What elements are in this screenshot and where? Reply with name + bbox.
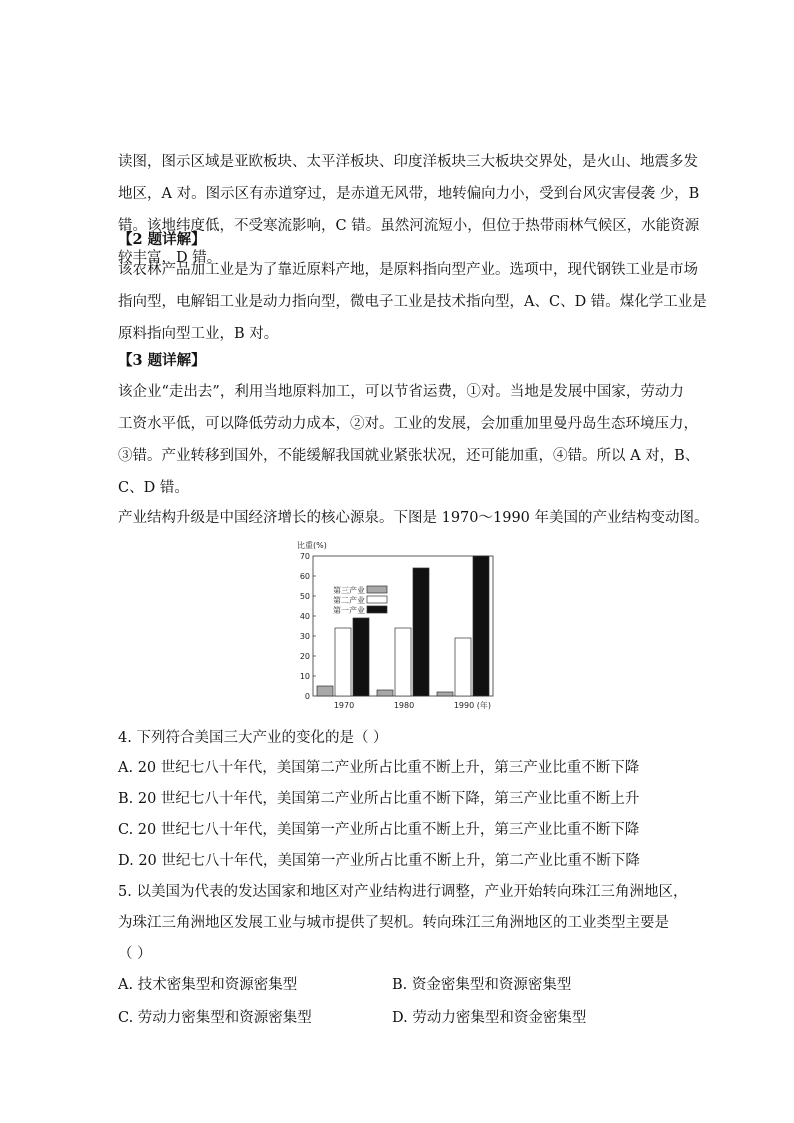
legend-label: 第二产业 bbox=[333, 596, 365, 605]
bar bbox=[413, 568, 429, 696]
q5-stem-line: 5. 以美国为代表的发达国家和地区对产业结构进行调整，产业开始转向珠江三角洲地区， bbox=[118, 884, 688, 900]
text-line: C、D 错。 bbox=[118, 480, 189, 496]
legend-swatch bbox=[367, 586, 387, 593]
q5-option-a: A. 技术密集型和资源密集型 bbox=[118, 977, 298, 993]
y-tick-label: 30 bbox=[299, 632, 310, 641]
legend-label: 第一产业 bbox=[333, 606, 365, 615]
industry-structure-chart bbox=[293, 536, 503, 712]
text-line: 工资水平低，可以降低劳动力成本，②对。工业的发展，会加重加里曼丹岛生态环境压力， bbox=[118, 416, 698, 432]
text-line: 读图，图示区域是亚欧板块、太平洋板块、印度洋板块三大板块交界处，是火山、地震多发 bbox=[118, 154, 698, 170]
q5-stem-line: 为珠江三角洲地区发展工业与城市提供了契机。转向珠江三角洲地区的工业类型主要是 bbox=[118, 915, 669, 931]
y-tick-label: 60 bbox=[299, 572, 310, 581]
q5-option-b: B. 资金密集型和资源密集型 bbox=[392, 977, 572, 993]
q2-explanation bbox=[118, 254, 707, 350]
q2-heading: 【2 题详解】 bbox=[118, 231, 206, 248]
passage-text: 产业结构升级是中国经济增长的核心源泉。下图是 1970～1990 年美国的产业结构变动图。 bbox=[118, 510, 709, 526]
bar bbox=[353, 618, 369, 696]
bar bbox=[395, 628, 411, 696]
bar bbox=[473, 556, 489, 696]
q5-option-d: D. 劳动力密集型和资金密集型 bbox=[392, 1010, 587, 1026]
q4-option-b: B. 20 世纪七八十年代，美国第二产业所占比重不断下降，第三产业比重不断上升 bbox=[118, 791, 640, 807]
q4-stem: 4. 下列符合美国三大产业的变化的是（ ） bbox=[118, 730, 388, 746]
bar bbox=[335, 628, 351, 696]
y-tick-label: 40 bbox=[299, 612, 310, 621]
y-tick-label: 10 bbox=[299, 672, 310, 681]
q4-option-d: D. 20 世纪七八十年代，美国第一产业所占比重不断上升，第二产业比重不断下降 bbox=[118, 853, 640, 869]
x-tick-label: 1970 bbox=[333, 701, 355, 710]
text-line: 该农林产品加工业是为了靠近原料产地，是原料指向型产业。选项中，现代钢铁工业是市场 bbox=[118, 262, 698, 278]
bar bbox=[377, 690, 393, 696]
y-tick-label: 70 bbox=[299, 552, 310, 561]
q3-heading: 【3 题详解】 bbox=[118, 352, 206, 369]
q5-option-c: C. 劳动力密集型和资源密集型 bbox=[118, 1010, 312, 1026]
bar bbox=[455, 638, 471, 696]
text-line: 地区，A 对。图示区有赤道穿过，是赤道无风带，地转偏向力小，受到台风灾害侵袭 少，B bbox=[118, 186, 700, 202]
q4-option-a: A. 20 世纪七八十年代，美国第二产业所占比重不断上升，第三产业比重不断下降 bbox=[118, 760, 640, 776]
q5-stem-line: （ ） bbox=[118, 946, 152, 962]
x-axis-label: (年) bbox=[476, 701, 491, 710]
q3-explanation bbox=[118, 376, 700, 504]
x-tick-label: 1980 bbox=[393, 701, 415, 710]
bar-chart bbox=[293, 536, 503, 712]
q4-option-c: C. 20 世纪七八十年代，美国第一产业所占比重不断上升，第三产业比重不断下降 bbox=[118, 822, 640, 838]
text-line: 指向型，电解铝工业是动力指向型，微电子工业是技术指向型，A、C、D 错。煤化学工业是 bbox=[118, 294, 707, 310]
bar bbox=[317, 686, 333, 696]
y-tick-label: 20 bbox=[299, 652, 310, 661]
y-tick-label: 50 bbox=[299, 592, 310, 601]
y-axis-label: 比重(%) bbox=[297, 541, 327, 550]
legend-swatch bbox=[367, 606, 387, 613]
text-line: 该企业“走出去”，利用当地原料加工，可以节省运费，①对。当地是发展中国家，劳动力 bbox=[118, 384, 684, 400]
text-line: ③错。产业转移到国外，不能缓解我国就业紧张状况，还可能加重，④错。所以 A 对，B、 bbox=[118, 448, 700, 464]
x-tick-label: 1990 bbox=[453, 701, 475, 710]
legend-label: 第三产业 bbox=[333, 586, 365, 595]
legend-swatch bbox=[367, 596, 387, 603]
y-tick-label: 0 bbox=[304, 692, 310, 701]
text-line: 较丰富，D 错。 bbox=[118, 250, 222, 266]
text-line: 错。该地纬度低，不受寒流影响，C 错。虽然河流短小，但位于热带雨林气候区，水能资源 bbox=[118, 218, 700, 234]
text-line: 原料指向型工业，B 对。 bbox=[118, 326, 279, 342]
bar bbox=[437, 692, 453, 696]
